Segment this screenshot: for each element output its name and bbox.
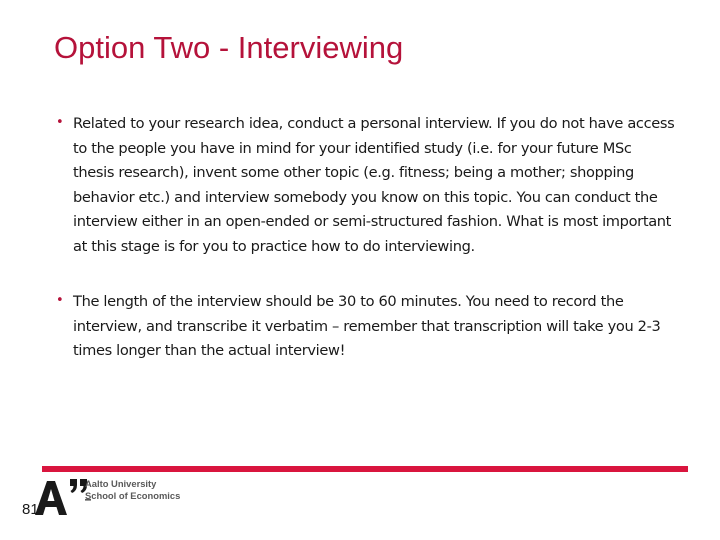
logo-line-1: Aalto University bbox=[85, 478, 157, 489]
bullet-text: The length of the interview should be 30 to 60 minutes. You need to record the interview, and transcribe it verbatim – remember that transcription will take you 2-3 times longer than the actual interview! bbox=[73, 293, 661, 359]
aalto-logo bbox=[33, 475, 208, 521]
bullet-item bbox=[56, 112, 676, 259]
bullet-dot-icon: • bbox=[56, 293, 64, 308]
footer-divider bbox=[42, 466, 688, 472]
bullet-dot-icon: • bbox=[56, 115, 64, 130]
bullet-list bbox=[56, 112, 676, 364]
logo-line-2: School of Economics bbox=[85, 490, 181, 501]
bullet-item bbox=[56, 290, 676, 364]
slide-title: Option Two - Interviewing bbox=[54, 30, 404, 65]
page-number: 81 bbox=[22, 501, 39, 518]
bullet-text: Related to your research idea, conduct a personal interview. If you do not have access to the people you have in mind for your identified study (i.e. for your future MSc thesis research), invent some other topic (e.g. fitness; being a mother; shopping behavior etc.) and interview somebody you know on this topic. You can conduct the interview either in an open-ended or semi-structured fashion. What is most important at this stage is for you to practice how to do interviewing. bbox=[73, 115, 675, 255]
logo-wordmark bbox=[85, 478, 180, 502]
